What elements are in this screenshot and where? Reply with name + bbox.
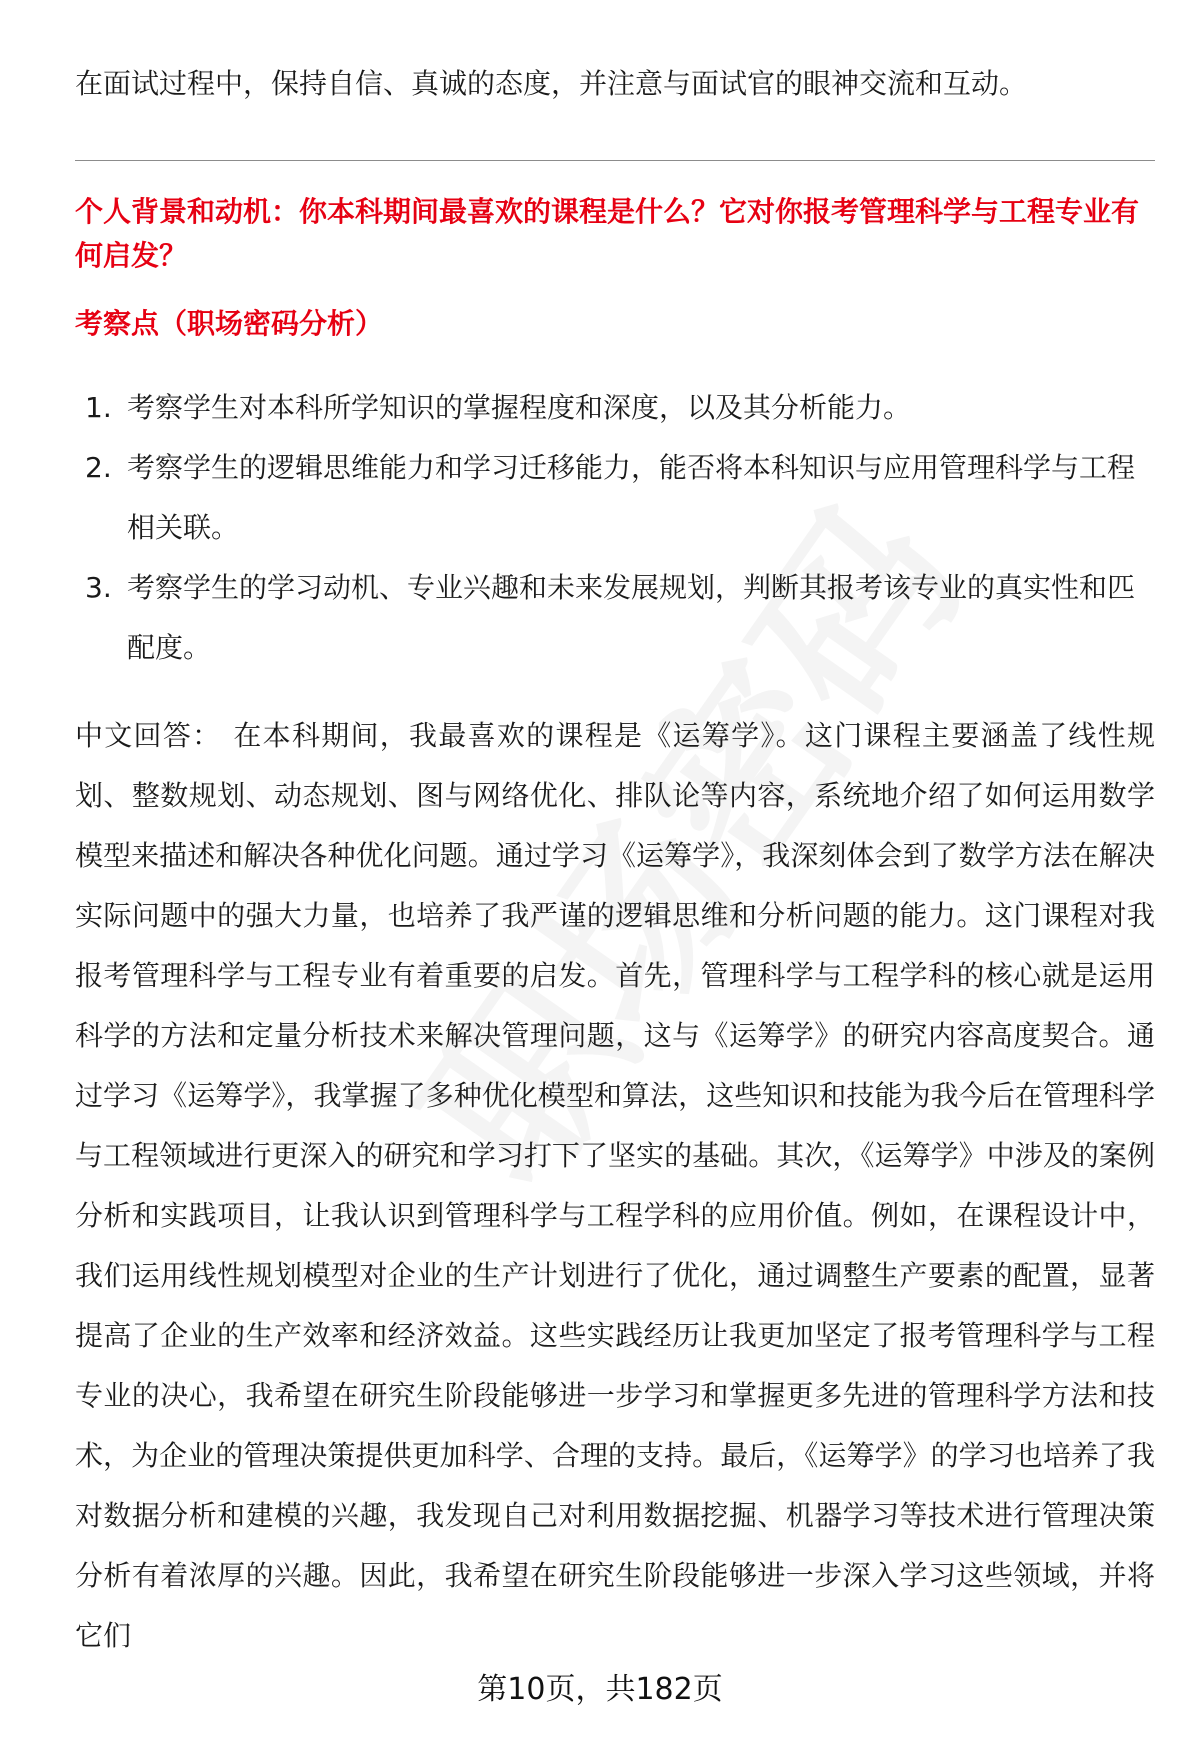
answer-text: 在本科期间，我最喜欢的课程是《运筹学》。这门课程主要涵盖了线性规划、整数规划、动态规划、图与网络优化、排队论等内容，系统地介绍了如何运用数学模型来描述和解决各种优化问题。通过学习《运筹学》，我深刻体会到了数学方法在解决实际问题中的强大力量，也培养了我严谨的逻辑思维和分析问题的能力。这门课程对我报考管理科学与工程专业有着重要的启发。首先，管理科学与工程学科的核心就是运用科学的方法和定量分析技术来解决管理问题，这与《运筹学》的研究内容高度契合。通过学习《运筹学》，我掌握了多种优化模型和算法，这些知识和技能为我今后在管理科学与工程领域进行更深入的研究和学习打下了坚实的基础。其次，《运筹学》中涉及的案例分析和实践项目，让我认识到管理科学与工程学科的应用价值。例如，在课程设计中，我们运用线性规划模型对企业的生产计划进行了优化，通过调整生产要素的配置，显著提高了企业的生产效率和经济效益。这些实践经历让我更加坚定了报考管理科学与工程专业的决心，我希望在研究生阶段能够进一步学习和掌握更多先进的管理科学方法和技术，为企业的管理决策提供更加科学、合理的支持。最后，《运筹学》的学习也培养了我对数据分析和建模的兴趣，我发现自己对利用数据挖掘、机器学习等技术进行管理决策分析有着浓厚的兴趣。因此，我希望在研究生阶段能够进一步深入学习这些领域，并将它们 [75, 719, 1155, 1652]
question-heading: 个人背景和动机：你本科期间最喜欢的课程是什么？它对你报考管理科学与工程专业有何启发？ [75, 195, 1140, 272]
list-item [75, 558, 1155, 678]
list-item-number: 2. [85, 451, 112, 484]
list-item-text: 考察学生的学习动机、专业兴趣和未来发展规划，判断其报考该专业的真实性和匹配度。 [127, 571, 1136, 664]
assessment-points-list [75, 378, 1155, 678]
answer-paragraph [75, 706, 1155, 1666]
assessment-points-heading: 考察点（职场密码分析） [75, 307, 384, 340]
list-item [75, 438, 1155, 558]
list-item [75, 378, 1155, 438]
page-number: 第10页，共182页 [477, 1672, 723, 1707]
section-divider [75, 160, 1155, 161]
list-item-number: 1. [85, 391, 112, 424]
intro-paragraph: 在面试过程中，保持自信、真诚的态度，并注意与面试官的眼神交流和互动。 [75, 67, 1028, 100]
list-item-number: 3. [85, 571, 112, 604]
list-item-text: 考察学生的逻辑思维能力和学习迁移能力，能否将本科知识与应用管理科学与工程相关联。 [127, 451, 1136, 544]
list-item-text: 考察学生对本科所学知识的掌握程度和深度，以及其分析能力。 [127, 391, 912, 424]
answer-label: 中文回答： [75, 719, 222, 752]
